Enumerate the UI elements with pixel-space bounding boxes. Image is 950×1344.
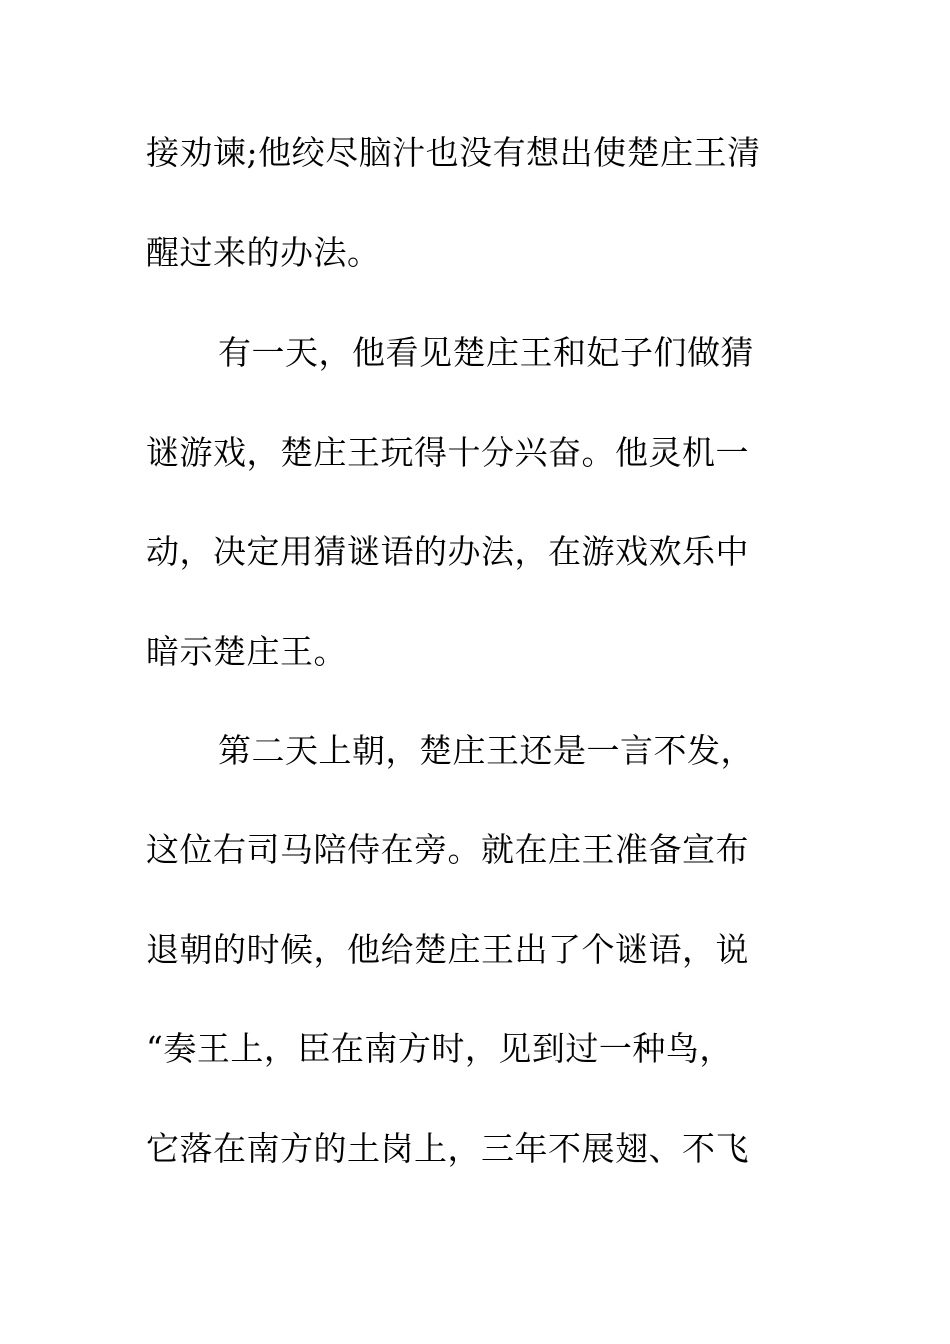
text-line: 谜游戏，楚庄王玩得十分兴奋。他灵机一	[146, 433, 749, 472]
text-line: 它落在南方的土岗上，三年不展翅、不飞	[146, 1129, 749, 1168]
text-line: 接劝谏;他绞尽脑汁也没有想出使楚庄王清	[146, 133, 761, 172]
text-line: 醒过来的办法。	[146, 233, 381, 272]
text-line: 这位右司马陪侍在旁。就在庄王准备宣布	[146, 830, 749, 869]
text-line: 退朝的时候，他给楚庄王出了个谜语，说	[146, 930, 749, 969]
text-line: 暗示楚庄王。	[146, 632, 347, 671]
text-line: 动，决定用猜谜语的办法，在游戏欢乐中	[146, 532, 749, 571]
text-line: “奏王上，臣在南方时，见到过一种鸟，	[146, 1029, 733, 1068]
paragraph-start-line: 第二天上朝，楚庄王还是一言不发，	[218, 731, 754, 770]
paragraph-start-line: 有一天，他看见楚庄王和妃子们做猜	[218, 333, 754, 372]
